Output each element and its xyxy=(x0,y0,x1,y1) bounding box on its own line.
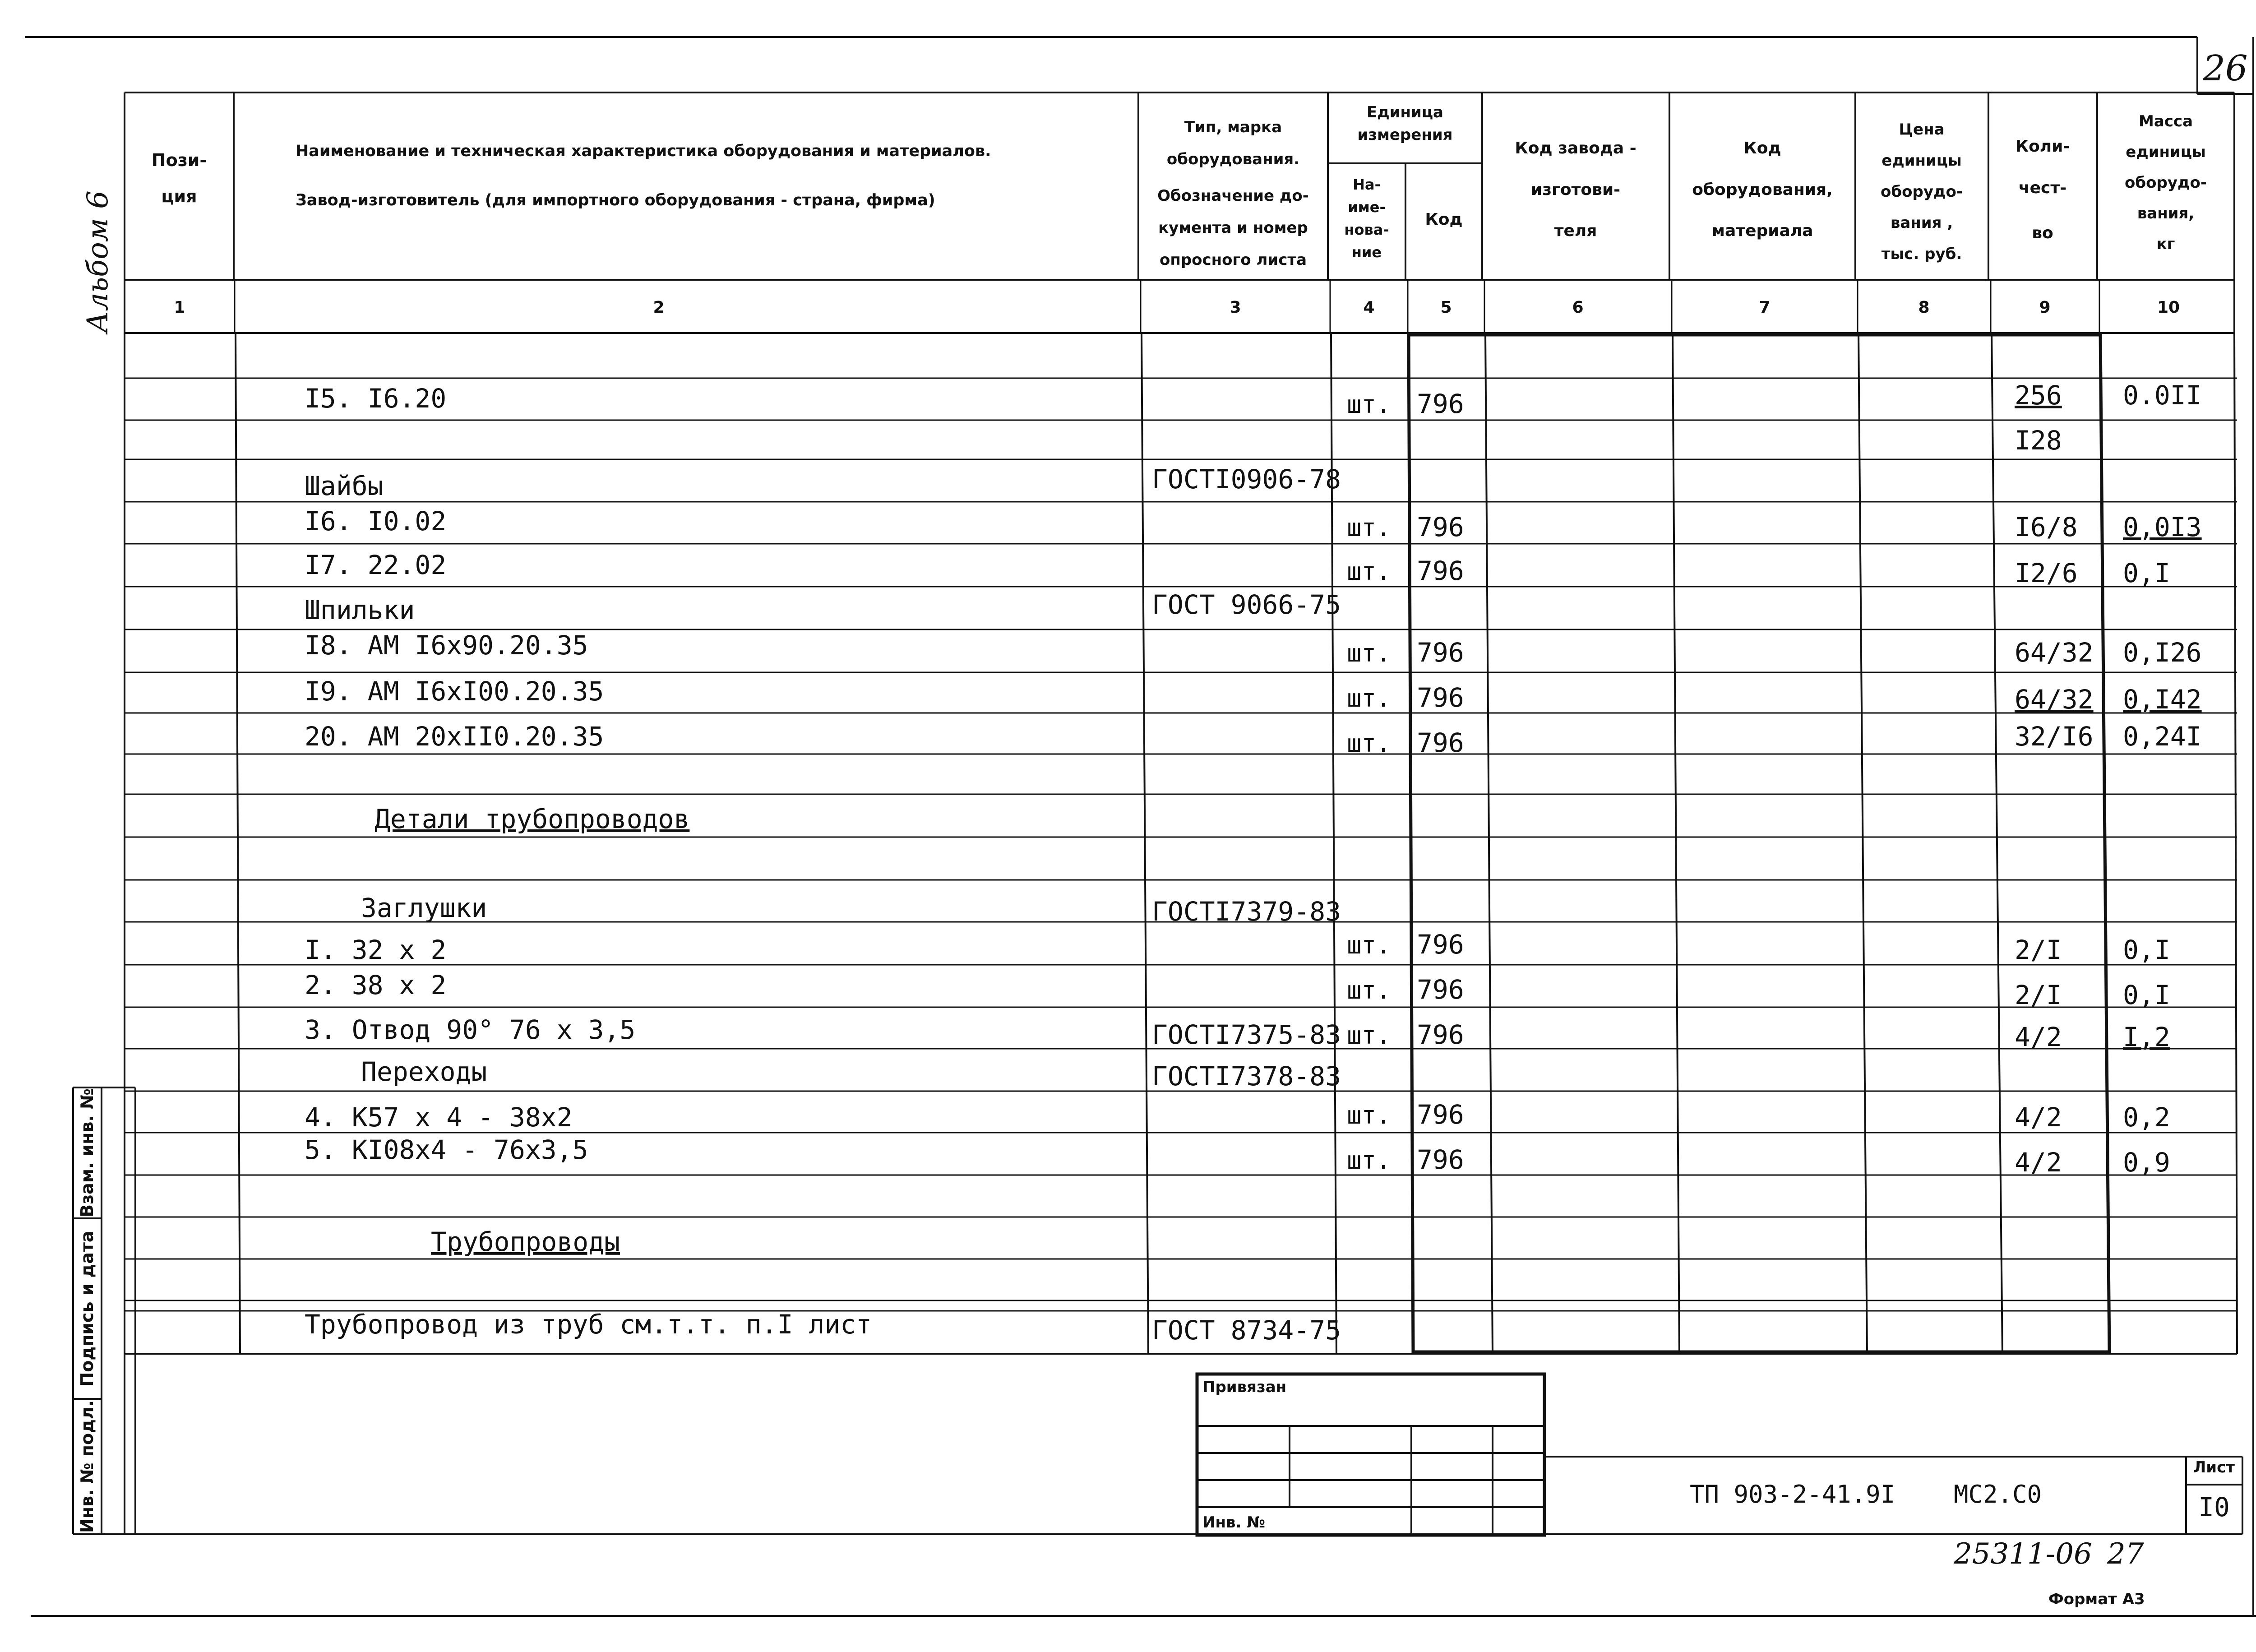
row-code: 796 xyxy=(1417,389,1464,419)
row-qty: 2/I xyxy=(2015,980,2062,1010)
header-unit-1: Единица xyxy=(1367,103,1443,121)
header-price-1: Цена xyxy=(1899,120,1945,139)
row-name: 3. Отвод 90° 76 x 3,5 xyxy=(305,1014,636,1045)
group-label: Шпильки xyxy=(305,595,415,625)
row-code: 796 xyxy=(1417,512,1464,542)
row-doc: ГОСТI7379-83 xyxy=(1152,896,1341,927)
row-code: 796 xyxy=(1417,637,1464,668)
row-qty: 2/I xyxy=(2015,935,2062,965)
row-unit: шт. xyxy=(1347,684,1391,713)
column-number: 8 xyxy=(1918,298,1930,317)
group-label: Заглушки xyxy=(361,893,487,923)
row-code: 796 xyxy=(1417,1144,1464,1175)
header-unit-2: измерения xyxy=(1357,126,1453,144)
row-name: I5. I6.20 xyxy=(305,383,447,414)
row-qty: 64/32 xyxy=(2015,637,2094,668)
group-label: Шайбы xyxy=(305,471,384,501)
header-unit-name-1: На- xyxy=(1353,176,1381,193)
paper-format: Формат А3 xyxy=(2048,1590,2145,1608)
row-unit: шт. xyxy=(1347,1146,1391,1175)
row-code: 796 xyxy=(1417,727,1464,758)
header-equip-code-3: материала xyxy=(1711,222,1813,240)
row-doc: ГОСТI7375-83 xyxy=(1152,1019,1341,1050)
stamp-replaced-inv: Взам. инв. № xyxy=(77,1088,97,1217)
row-unit: шт. xyxy=(1347,557,1391,586)
header-position-2: ция xyxy=(161,186,197,206)
header-type-5: опросного листа xyxy=(1159,251,1307,269)
header-equip-code-2: оборудования, xyxy=(1692,180,1833,199)
sheet-number: I0 xyxy=(2198,1492,2230,1522)
column-number: 2 xyxy=(653,298,665,317)
column-number: 10 xyxy=(2157,298,2180,317)
row-unit: шт. xyxy=(1347,976,1391,1004)
row-qty: 32/I6 xyxy=(2015,721,2094,752)
header-unit-name-3: нова- xyxy=(1344,221,1389,238)
row-qty: I6/8 xyxy=(2015,512,2078,542)
row-name: I. 32 x 2 xyxy=(305,935,447,965)
header-type-3: Обозначение до- xyxy=(1157,187,1309,205)
row-code: 796 xyxy=(1417,974,1464,1005)
header-factory-3: теля xyxy=(1554,222,1597,240)
row-code: 796 xyxy=(1417,555,1464,586)
header-mass-2: единицы xyxy=(2126,143,2206,161)
column-number: 4 xyxy=(1363,298,1375,317)
header-name-1: Наименование и техническая характеристика оборудования и материалов. xyxy=(296,142,991,160)
stamp-signature-date: Подпись и дата xyxy=(77,1231,97,1387)
row-qty: I2/6 xyxy=(2015,558,2078,588)
row-mass: 0,I xyxy=(2123,558,2170,588)
section-heading: Трубопроводы xyxy=(431,1226,620,1257)
header-price-3: оборудо- xyxy=(1881,183,1963,201)
row-name: I6. I0.02 xyxy=(305,506,447,537)
row-mass: 0,0I3 xyxy=(2123,512,2202,542)
row-name: 4. К57 x 4 - 38x2 xyxy=(305,1102,573,1133)
sheet-label: Лист xyxy=(2193,1458,2235,1476)
row-mass: 0.0II xyxy=(2123,380,2202,411)
header-position-1: Пози- xyxy=(151,150,207,170)
row-unit: шт. xyxy=(1347,639,1391,667)
header-qty-2: чест- xyxy=(2018,179,2067,197)
row-doc: ГОСТI0906-78 xyxy=(1152,464,1341,495)
inventory-no-label: Инв. № xyxy=(1202,1513,1266,1532)
row-unit: шт. xyxy=(1347,390,1391,419)
header-equip-code-1: Код xyxy=(1743,139,1781,157)
row-qty: 4/2 xyxy=(2015,1102,2062,1133)
row-code: 796 xyxy=(1417,1019,1464,1050)
archive-number: 25311-06 xyxy=(1954,1537,2092,1571)
document-mark: МС2.С0 xyxy=(1954,1480,2042,1509)
archive-sheet: 27 xyxy=(2107,1537,2144,1571)
album-label: Альбом 6 xyxy=(81,190,115,333)
row-name: 5. КI08x4 - 76x3,5 xyxy=(305,1134,588,1165)
row-unit: шт. xyxy=(1347,931,1391,959)
header-factory-1: Код завода - xyxy=(1515,139,1637,157)
header-unit-name-4: ние xyxy=(1351,244,1382,261)
row-qty: 4/2 xyxy=(2015,1022,2062,1052)
row-name: I8. АМ I6x90.20.35 xyxy=(305,630,588,661)
column-number: 3 xyxy=(1230,298,1241,317)
column-number: 6 xyxy=(1572,298,1584,317)
row-unit: шт. xyxy=(1347,1021,1391,1050)
row-code: 796 xyxy=(1417,929,1464,960)
row-qty: 256 xyxy=(2015,380,2062,411)
header-price-4: вания , xyxy=(1890,214,1953,232)
header-mass-1: Масса xyxy=(2138,112,2193,130)
row-unit: шт. xyxy=(1347,729,1391,758)
row-doc: ГОСТI7378-83 xyxy=(1152,1061,1341,1092)
header-factory-2: изготови- xyxy=(1530,180,1621,199)
row-name: I7. 22.02 xyxy=(305,550,447,580)
column-number: 7 xyxy=(1759,298,1771,317)
stamp-inv-no: Инв. № подл. xyxy=(77,1400,97,1533)
row-qty: I28 xyxy=(2015,425,2062,456)
header-qty-3: во xyxy=(2032,224,2053,242)
header-type-4: кумента и номер xyxy=(1158,219,1308,237)
row-code: 796 xyxy=(1417,682,1464,713)
header-name-2: Завод-изготовитель (для импортного оборудования - страна, фирма) xyxy=(296,191,935,209)
row-mass: 0,I26 xyxy=(2123,637,2202,668)
header-price-5: тыс. руб. xyxy=(1881,245,1962,263)
row-qty: 4/2 xyxy=(2015,1147,2062,1178)
row-mass: 0,I xyxy=(2123,935,2170,965)
row-name: Трубопровод из труб см.т.т. п.I лист xyxy=(305,1309,872,1340)
group-label: Переходы xyxy=(361,1056,487,1087)
row-unit: шт. xyxy=(1347,1101,1391,1129)
row-doc: ГОСТ 8734-75 xyxy=(1152,1315,1341,1346)
row-mass: I,2 xyxy=(2123,1022,2170,1052)
row-name: I9. АМ I6xI00.20.35 xyxy=(305,676,604,707)
row-code: 796 xyxy=(1417,1099,1464,1130)
row-mass: 0,I xyxy=(2123,980,2170,1010)
row-name: 2. 38 x 2 xyxy=(305,970,447,1000)
header-price-2: единицы xyxy=(1882,152,1962,170)
header-unit-name-2: име- xyxy=(1348,199,1386,216)
page-number: 26 xyxy=(2203,48,2248,89)
row-unit: шт. xyxy=(1347,514,1391,542)
header-unit-code: Код xyxy=(1425,210,1463,229)
column-number: 1 xyxy=(174,298,185,317)
row-name: 20. АМ 20xII0.20.35 xyxy=(305,721,604,752)
section-heading: Детали трубопроводов xyxy=(374,804,690,834)
header-mass-4: вания, xyxy=(2137,204,2195,222)
bound-label: Привязан xyxy=(1202,1378,1287,1396)
column-number: 9 xyxy=(2039,298,2051,317)
row-mass: 0,I42 xyxy=(2123,684,2202,715)
column-number: 5 xyxy=(1440,298,1452,317)
row-qty: 64/32 xyxy=(2015,684,2094,715)
header-qty-1: Коли- xyxy=(2015,137,2070,156)
header-type-2: оборудования. xyxy=(1166,150,1300,168)
header-mass-3: оборудо- xyxy=(2125,174,2207,192)
row-mass: 0,9 xyxy=(2123,1147,2170,1178)
header-type-1: Тип, марка xyxy=(1184,118,1282,136)
header-mass-5: кг xyxy=(2156,235,2175,253)
row-doc: ГОСТ 9066-75 xyxy=(1152,589,1341,620)
row-mass: 0,24I xyxy=(2123,721,2202,752)
row-mass: 0,2 xyxy=(2123,1102,2170,1133)
document-designation: ТП 903-2-41.9I xyxy=(1690,1480,1895,1509)
